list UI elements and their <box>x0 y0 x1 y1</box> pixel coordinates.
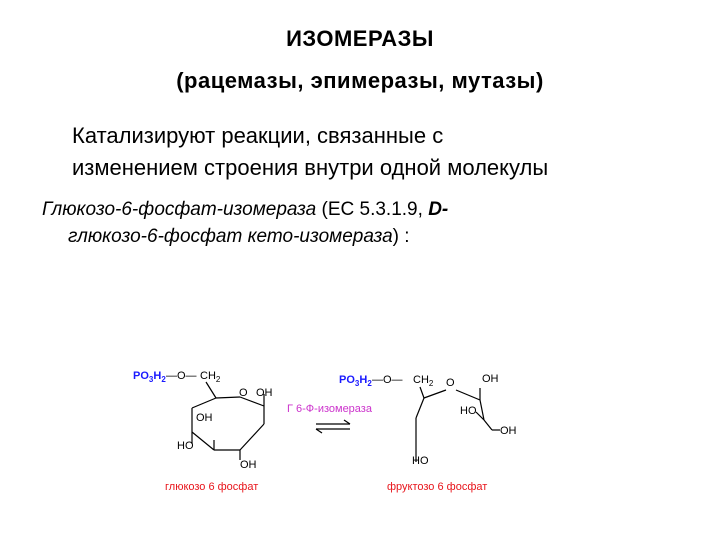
glucose-ring-bond <box>192 398 216 408</box>
glucose-o-link: —O— <box>166 370 197 382</box>
forward-arrow-head <box>344 420 350 424</box>
description-line-1: Катализируют реакции, связанные с <box>72 123 444 148</box>
fructose-ho-c3: HO <box>460 405 477 417</box>
glucose-oh-c4: OH <box>240 459 257 471</box>
fructose-6-phosphate <box>339 373 517 493</box>
fructose-ring-bond <box>416 398 424 418</box>
enzyme-close: ) : <box>392 226 410 247</box>
enzyme-d-prefix: D- <box>428 199 449 220</box>
fructose-oh-right: OH <box>500 425 517 437</box>
glucose-ring-bond <box>216 397 240 398</box>
page-subtitle: (рацемазы, эпимеразы, мутазы) <box>176 68 544 93</box>
fructose-ring-bond <box>484 420 492 430</box>
glucose-c5-bond <box>206 382 216 398</box>
glucose-ring-oxygen: O <box>239 387 248 399</box>
fructose-ring-oxygen: O <box>446 377 455 389</box>
fructose-ring-bond <box>424 390 446 398</box>
glucose-ring-bond <box>240 424 264 450</box>
fructose-ring-bond <box>456 390 480 400</box>
fructose-caption: фруктозо 6 фосфат <box>387 481 488 493</box>
enzyme-paragraph <box>42 196 702 250</box>
glucose-oh-c1: OH <box>256 387 273 399</box>
enzyme-alt-name: глюкозо-6-фосфат кето-изомераза <box>68 226 393 247</box>
fructose-oh-top: OH <box>482 373 499 385</box>
glucose-ho-c3: HO <box>177 440 194 452</box>
glucose-6-phosphate <box>133 370 273 493</box>
glucose-phosphate-label: $PO_3H_2$ <box>133 370 166 384</box>
description-line-2: изменением строения внутри одной молекулы <box>72 155 549 180</box>
page-title: ИЗОМЕРАЗЫ <box>286 26 434 51</box>
glucose-caption: глюкозо 6 фосфат <box>165 481 259 493</box>
enzyme-name: Глюкозо-6-фосфат-изомераза <box>42 199 317 220</box>
fructose-phosphate-label: $PO_3H_2$ <box>339 374 372 388</box>
glucose-oh-c2: OH <box>196 412 213 424</box>
enzyme-ec: (ЕС 5.3.1.9, <box>316 199 429 220</box>
reaction-scheme <box>0 350 720 510</box>
fructose-ch2: $CH_2$ <box>413 374 434 388</box>
backward-arrow-head <box>316 429 322 433</box>
fructose-ho-bottom: HO <box>412 455 429 467</box>
fructose-c5-bond <box>420 387 424 398</box>
equilibrium-arrows <box>287 403 373 433</box>
glucose-ring-bond <box>192 432 214 450</box>
description <box>72 120 712 184</box>
glucose-ch2: $CH_2$ <box>200 370 221 384</box>
enzyme-arrow-label: Г 6-Ф-изомераза <box>287 403 372 415</box>
fructose-o-link: —O— <box>372 374 403 386</box>
